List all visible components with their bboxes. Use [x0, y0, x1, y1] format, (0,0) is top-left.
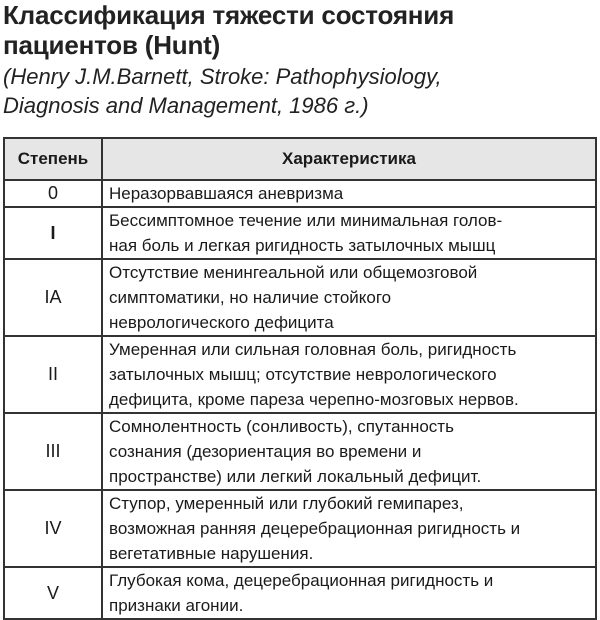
- description-cell: [102, 413, 596, 490]
- grade-cell: IV: [4, 490, 102, 567]
- grade-cell: II: [4, 336, 102, 413]
- table-row: [4, 413, 596, 490]
- table-row: [4, 207, 596, 259]
- description-line: возможная ранняя децеребрационная ригидность и: [109, 519, 521, 538]
- description-line: Неразорвавшаяся аневризма: [109, 184, 344, 203]
- description-line: сознания (дезориентация во времени и: [109, 442, 422, 461]
- description-line: признаки агонии.: [109, 596, 244, 615]
- description-line: Сомнолентность (сонливость), спутанность: [109, 417, 454, 436]
- source-line-2: Diagnosis and Management, 1986 г.): [3, 93, 369, 118]
- grade-cell: 0: [4, 180, 102, 207]
- description-line: Умеренная или сильная головная боль, ригидность: [109, 340, 517, 359]
- description-cell: [102, 490, 596, 567]
- description-line: Ступор, умеренный или глубокий гемипарез,: [109, 494, 464, 513]
- table-row: [4, 490, 596, 567]
- table-row: [4, 336, 596, 413]
- grade-cell: I: [4, 207, 102, 259]
- source-line-1: (Henry J.M.Barnett, Stroke: Pathophysiology,: [3, 64, 442, 89]
- table-row: [4, 259, 596, 336]
- title-line-1: Классификация тяжести состояния: [3, 0, 455, 30]
- description-line: дефицита, кроме пареза черепно-мозговых нервов.: [109, 390, 519, 409]
- source-citation: [3, 62, 593, 120]
- title-line-2: пациентов (Hunt): [3, 30, 221, 60]
- grade-cell: V: [4, 567, 102, 619]
- description-line: Глубокая кома, децеребрационная ригидность и: [109, 571, 494, 590]
- description-cell: [102, 180, 596, 207]
- description-cell: [102, 567, 596, 619]
- description-line: пространстве) или легкий локальный дефицит.: [109, 467, 482, 486]
- header-description: Характеристика: [102, 138, 596, 180]
- header-grade: Степень: [4, 138, 102, 180]
- description-cell: [102, 207, 596, 259]
- table-header-row: [4, 138, 596, 180]
- description-line: Отсутствие менингеальной или общемозговой: [109, 263, 478, 282]
- hunt-grade-table: [3, 137, 597, 620]
- page-title: [3, 0, 593, 60]
- description-line: вегетативные нарушения.: [109, 544, 314, 563]
- description-cell: [102, 259, 596, 336]
- description-line: Бессимптомное течение или минимальная голов-: [109, 211, 503, 230]
- description-cell: [102, 336, 596, 413]
- grade-cell: IA: [4, 259, 102, 336]
- grade-cell: III: [4, 413, 102, 490]
- description-line: ная боль и легкая ригидность затылочных мышц: [109, 236, 496, 255]
- table-row: [4, 180, 596, 207]
- description-line: симптоматики, но наличие стойкого: [109, 288, 392, 307]
- table-row: [4, 567, 596, 619]
- description-line: неврологического дефицита: [109, 313, 334, 332]
- description-line: затылочных мышц; отсутствие неврологического: [109, 365, 497, 384]
